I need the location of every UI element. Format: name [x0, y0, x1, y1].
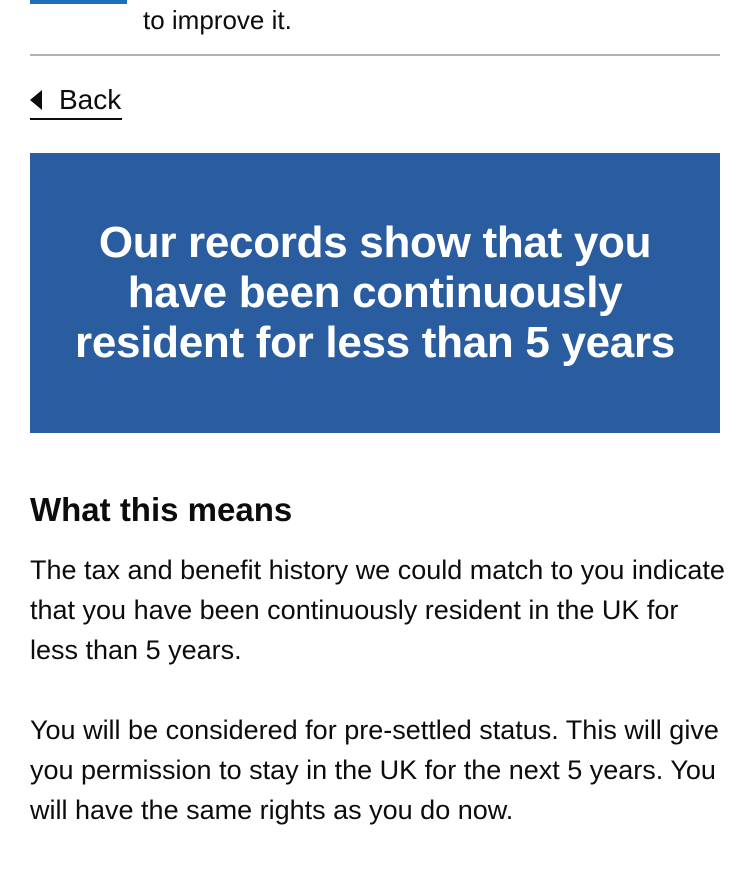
phase-tag — [30, 0, 127, 4]
panel-title: Our records show that you have been continuously resident for less than 5 years — [75, 218, 675, 367]
phase-banner — [30, 0, 720, 56]
section-heading: What this means — [30, 491, 293, 528]
confirmation-panel — [30, 153, 720, 433]
body-paragraph: The tax and benefit history we could match to you indicate that you have been continuously resident in the UK for less than 5 years. — [30, 555, 725, 665]
back-link[interactable] — [30, 82, 122, 120]
back-link-label: Back — [59, 84, 122, 115]
body-paragraph: You will be considered for pre-settled status. This will give you permission to stay in the UK for the next 5 years. You will have the same rights as you do now. — [30, 715, 719, 825]
phase-banner-text: to improve it. — [143, 5, 292, 35]
chevron-left-icon — [30, 90, 42, 110]
